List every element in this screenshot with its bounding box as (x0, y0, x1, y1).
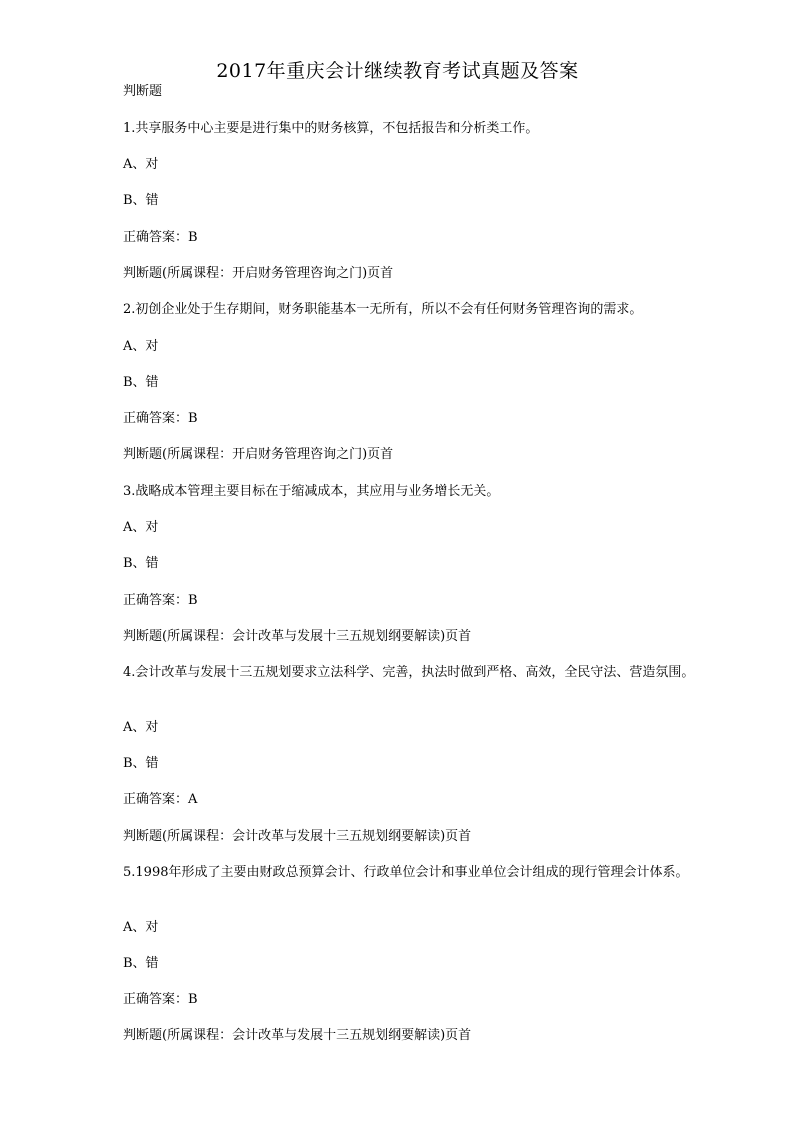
question-1-answer: 正确答案：B (123, 230, 198, 245)
question-1-stem: 1.共享服务中心主要是进行集中的财务核算，不包括报告和分析类工作。 (123, 121, 539, 136)
question-3-option-a: A、对 (123, 520, 159, 535)
question-5-option-b: B、错 (123, 956, 159, 971)
question-4-option-b: B、错 (123, 756, 159, 771)
question-3-stem: 3.战略成本管理主要目标在于缩减成本，其应用与业务增长无关。 (123, 484, 500, 499)
question-3-option-b: B、错 (123, 556, 159, 571)
question-2-option-b: B、错 (123, 375, 159, 390)
question-2-option-a: A、对 (123, 339, 159, 354)
question-5-option-a: A、对 (123, 920, 159, 935)
question-1-option-b: B、错 (123, 193, 159, 208)
question-5-course: 判断题(所属课程：会计改革与发展十三五规划纲要解读)页首 (123, 1028, 472, 1043)
question-3-answer: 正确答案：B (123, 593, 198, 608)
question-4-course: 判断题(所属课程：会计改革与发展十三五规划纲要解读)页首 (123, 829, 472, 844)
question-2-stem: 2.初创企业处于生存期间，财务职能基本一无所有，所以不会有任何财务管理咨询的需求。 (123, 302, 643, 317)
question-5-stem: 5.1998年形成了主要由财政总预算会计、行政单位会计和事业单位会计组成的现行管理会计体系。 (123, 865, 689, 880)
question-1-course: 判断题(所属课程：开启财务管理咨询之门)页首 (123, 266, 394, 281)
question-4-option-a: A、对 (123, 720, 159, 735)
question-1-option-a: A、对 (123, 157, 159, 172)
question-3-course: 判断题(所属课程：会计改革与发展十三五规划纲要解读)页首 (123, 629, 472, 644)
question-2-course: 判断题(所属课程：开启财务管理咨询之门)页首 (123, 447, 394, 462)
question-4-answer: 正确答案：A (123, 792, 198, 807)
section-label: 判断题 (123, 84, 163, 99)
question-4-stem: 4.会计改革与发展十三五规划要求立法科学、完善，执法时做到严格、高效，全民守法、营造氛围。 (123, 665, 695, 680)
question-5-answer: 正确答案：B (123, 992, 198, 1007)
question-2-answer: 正确答案：B (123, 411, 198, 426)
document-title: 2017年重庆会计继续教育考试真题及答案 (216, 60, 579, 82)
